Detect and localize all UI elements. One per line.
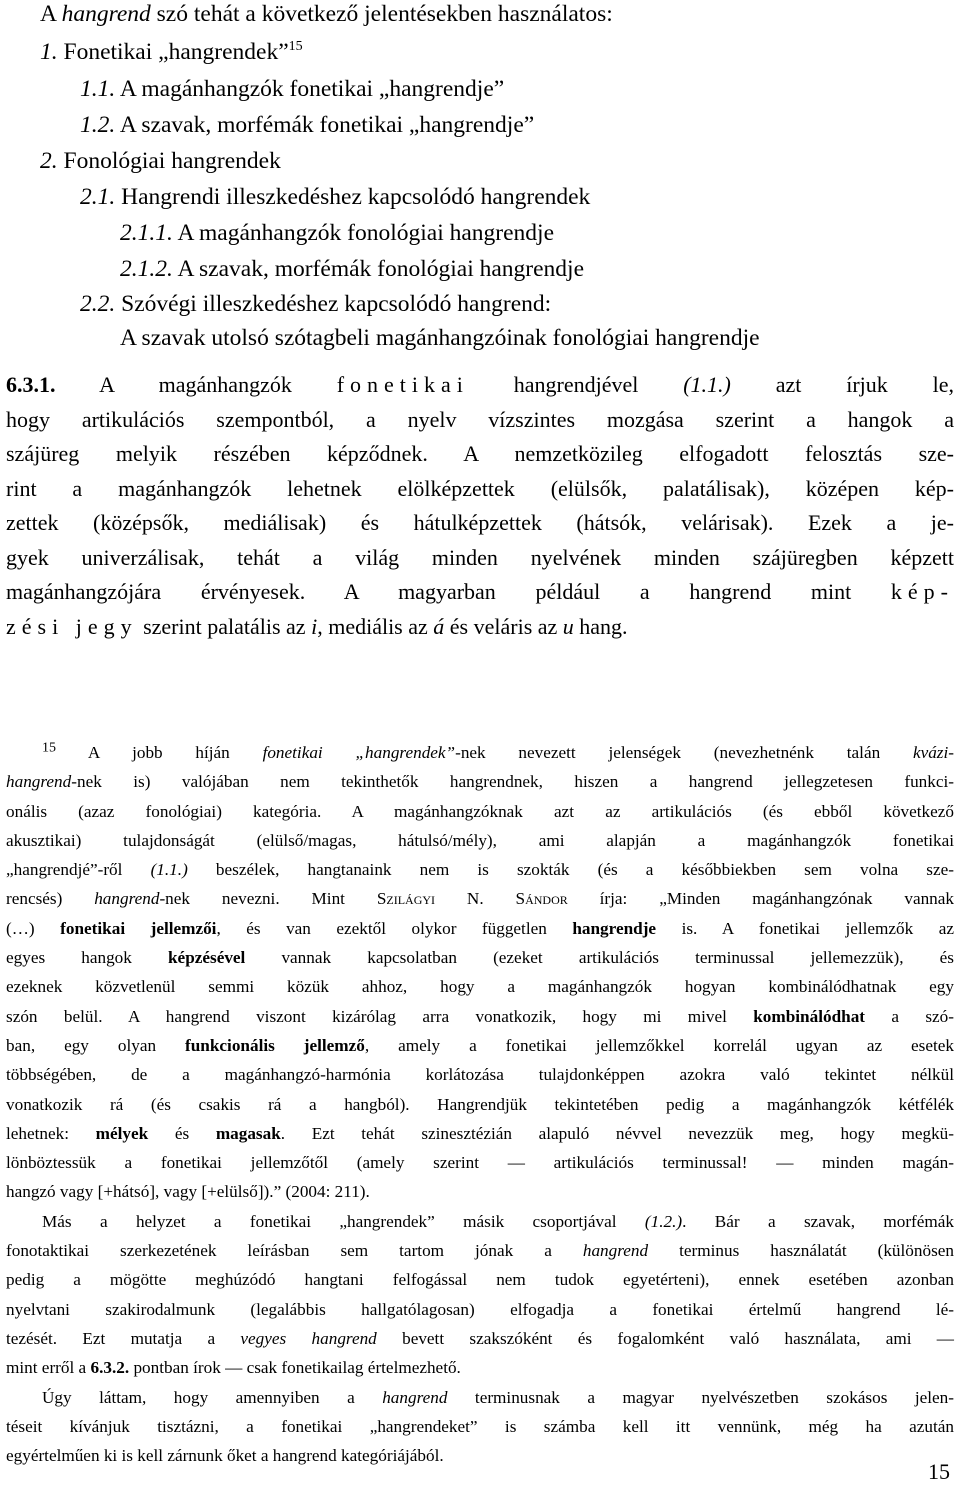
footnote-line: pedig a mögötte meghúzódó hangtani felfogással nem tudok egyetérteni), ennek esetében azonban: [6, 1270, 954, 1290]
outline-item-2-1: 2.1. Hangrendi illeszkedéshez kapcsolódó hangrendek: [80, 184, 591, 210]
footnote: [6, 738, 954, 1470]
outline-item-1: 1. Fonetikai „hangrendek”$^{15}$: [40, 39, 303, 65]
intro-line: A hangrend szó tehát a következő jelentésekben használatos:: [40, 1, 613, 27]
footnote-line: onális (azaz fonológiai) kategória. A magánhangzóknak azt az artikulációs (és ebből következő: [6, 801, 954, 821]
footnote-line: lönböztessük a fonetikai jellemzőtől (amely szerint — artikulációs terminussal! — minden magán-: [6, 1153, 954, 1173]
footnote-line: $^{15}$ A jobb híján fonetikai „hangrendek”-nek nevezett jelenségek (nevezhetnénk talán kvázi-: [42, 740, 954, 762]
paragraph-line: szájüreg melyik részében képződnek. A nemzetközileg elfogadott felosztás sze-: [6, 441, 954, 466]
paragraph-line: magánhangzójára érvényesek. A magyarban például a hangrend mint kép-: [6, 579, 954, 604]
outline-item-1-1: 1.1. A magánhangzók fonetikai „hangrendje”: [80, 76, 505, 102]
main-paragraph: [6, 368, 954, 644]
outline-item-2-2-cont: A szavak utolsó szótagbeli magánhangzóinak fonológiai hangrendje: [120, 325, 760, 351]
footnote-line: (…) fonetikai jellemzői, és van ezektől olykor független hangrendje is. A fonetikai jellemzők az: [6, 918, 955, 938]
footnote-line: többségében, de a magánhangzó-harmónia korlátozása tulajdonképpen azokra való tekintet nélkül: [6, 1065, 954, 1085]
footnote-line: egyértelműen ki is kell zárnunk őket a hangrend kategóriájából.: [6, 1446, 444, 1466]
footnote-line: akusztikai) tulajdonságát (elülső/magas, hátulsó/mély), ami alapján a magánhangzók fonetikai: [6, 830, 954, 850]
footnote-line: mint erről a 6.3.2. pontban írok — csak fonetikailag értelmezhető.: [6, 1358, 461, 1378]
footnote-line: lehetnek: mélyek és magasak. Ezt tehát szinesztézián alapuló névvel nevezzük meg, hogy megkü-: [6, 1123, 954, 1143]
outline-item-2-2: 2.2. Szóvégi illeszkedéshez kapcsolódó hangrend:: [80, 291, 552, 317]
footnote-line: egyes hangok képzésével vannak kapcsolatban (ezeket artikulációs terminussal jellemezzük), és: [6, 948, 954, 968]
footnote-line: hangzó vagy [+hátsó], vagy [+elülső]).” (2004: 211).: [6, 1182, 370, 1202]
footnote-line: fonotaktikai szerkezetének leírásban sem tartom jónak a hangrend terminus használatát (különösen: [6, 1241, 954, 1261]
paragraph-line: 6.3.1. A magánhangzók fonetikai hangrendjével (1.1.) azt írjuk le,: [6, 372, 954, 397]
paragraph-line: zettek (középsők, mediálisak) és hátulképzettek (hátsók, velárisak). Ezek a je-: [6, 510, 954, 535]
footnote-ref: 15: [288, 39, 303, 55]
paragraph-line: gyek univerzálisak, tehát a világ minden nyelvének minden szájüregben képzett: [6, 544, 954, 570]
outline-item-1-2: 1.2. A szavak, morfémák fonetikai „hangrendje”: [80, 112, 535, 138]
paragraph-line: zési jegy szerint palatális az i, mediális az á és veláris az u hang.: [6, 613, 628, 639]
outline-item-2-1-2: 2.1.2. A szavak, morfémák fonológiai hangrendje: [120, 256, 585, 282]
paragraph-line: rint a magánhangzók lehetnek elölképzettek (elülsők, palatálisak), középen kép-: [6, 475, 954, 501]
page-number: 15: [928, 1459, 950, 1484]
footnote-line: szón belül. A hangrend viszont kizárólag arra vonatkozik, hogy mi mivel kombinálódhat a szó-: [6, 1006, 955, 1026]
footnote-line: téseit kívánjuk tisztázni, a fonetikai „hangrendeket” is számba kell itt vennünk, még ha azután: [6, 1416, 954, 1436]
paragraph-line: hogy artikulációs szempontból, a nyelv vízszintes mozgása szerint a hangok a: [6, 406, 954, 432]
footnote-line: Úgy láttam, hogy amennyiben a hangrend terminusnak a magyar nyelvészetben szokásos jelen-: [42, 1387, 954, 1407]
outline-item-2: 2. Fonológiai hangrendek: [40, 148, 281, 174]
footnote-line: ban, egy olyan funkcionális jellemző, amely a fonetikai jellemzőkkel korrelál ugyan az esetek: [6, 1035, 954, 1055]
footnote-line: ezeknek közvetlenül semmi közük ahhoz, hogy a magánhangzók hogyan kombinálódhatnak egy: [6, 977, 954, 997]
footnote-line: rencsés) hangrend-nek nevezni. Mint Szilágyi N. Sándor írja: „Minden magánhangzónak vannak: [6, 889, 954, 909]
footnote-line: tezését. Ezt mutatja a vegyes hangrend bevett szakszóként és fogalomként való használata, ami —: [6, 1328, 954, 1348]
footnote-line: Más a helyzet a fonetikai „hangrendek” másik csoportjával (1.2.). Bár a szavak, morfémák: [42, 1211, 954, 1231]
footnote-line: vonatkozik rá (és csakis rá a hangból). Hangrendjük tekintetében pedig a magánhangzók kétfélék: [6, 1094, 954, 1114]
footnote-line: hangrend-nek is) valójában nem tekinthetők hangrendnek, hiszen a hangrend jellegzetesen funkci-: [6, 772, 954, 792]
outline-item-2-1-1: 2.1.1. A magánhangzók fonológiai hangrendje: [120, 220, 555, 246]
footnote-line: „hangrendjé”-ről (1.1.) beszélek, hangtanaink nem is szokták (és a későbbiekben sem volna sze-: [6, 860, 954, 880]
footnote-line: nyelvtani szakirodalmunk (legalábbis hallgatólagosan) elfogadja a fonetikai értelmű hangrend lé-: [6, 1299, 954, 1319]
